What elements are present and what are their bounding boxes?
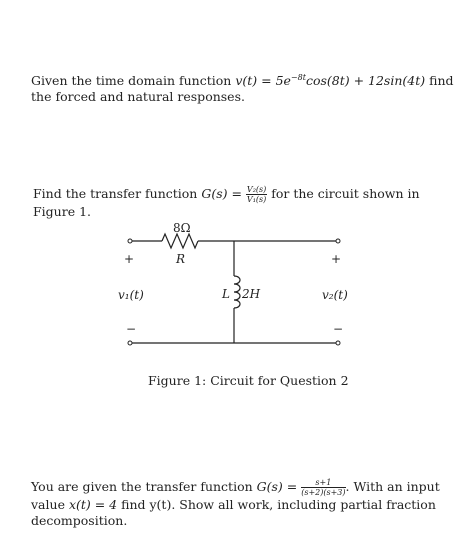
q1-exponent: −8t: [290, 73, 306, 82]
q1-text-b: find the forced and natural responses.: [31, 73, 454, 104]
q1-text-a: Given the time domain function: [31, 73, 236, 88]
inductor-value: 2H: [242, 287, 261, 301]
q2-text-b: for the circuit shown in Figure 1.: [33, 186, 420, 219]
plus-left: +: [124, 252, 135, 266]
q3-input: x(t) = 4: [68, 497, 118, 512]
inductor-name: L: [222, 287, 230, 301]
q3-text-c: find y(t). Show all work, including partial fraction decomposition.: [31, 497, 436, 528]
q1-function: v(t) = 5e: [235, 73, 291, 88]
plus-right: +: [331, 252, 342, 266]
q3-text-a: You are given the transfer function: [31, 479, 257, 494]
q3-text-b: . With an input value: [31, 479, 440, 512]
figure-caption: Figure 1: Circuit for Question 2: [148, 373, 349, 388]
q3-gs: G(s) =: [256, 479, 302, 494]
q2-gs: G(s) =: [201, 186, 246, 201]
resistor-value: 8Ω: [173, 221, 191, 235]
resistor-symbol: [162, 234, 198, 248]
q2-text-a: Find the transfer function: [33, 186, 202, 201]
q1-function-rest: cos(8t) + 12sin(4t): [305, 73, 426, 88]
v2-label: v₂(t): [322, 288, 348, 302]
question-3-text: [31, 478, 456, 529]
q2-denominator: V₁(s): [246, 195, 267, 204]
q3-numerator: s+1: [301, 478, 345, 488]
terminal-bottom-right: [336, 341, 340, 345]
terminal-bottom-left: [128, 341, 132, 345]
inductor-coil: [234, 276, 240, 308]
q3-denominator: (s+2)(s+3): [301, 488, 346, 497]
minus-right: −: [333, 322, 344, 336]
v1-label: v₁(t): [118, 288, 144, 302]
terminal-top-left: [128, 239, 132, 243]
terminal-top-right: [336, 239, 340, 243]
minus-left: −: [126, 322, 137, 336]
resistor-name: R: [176, 252, 186, 266]
q2-numerator: V₂(s): [246, 185, 267, 194]
q3-fraction: [301, 478, 345, 497]
